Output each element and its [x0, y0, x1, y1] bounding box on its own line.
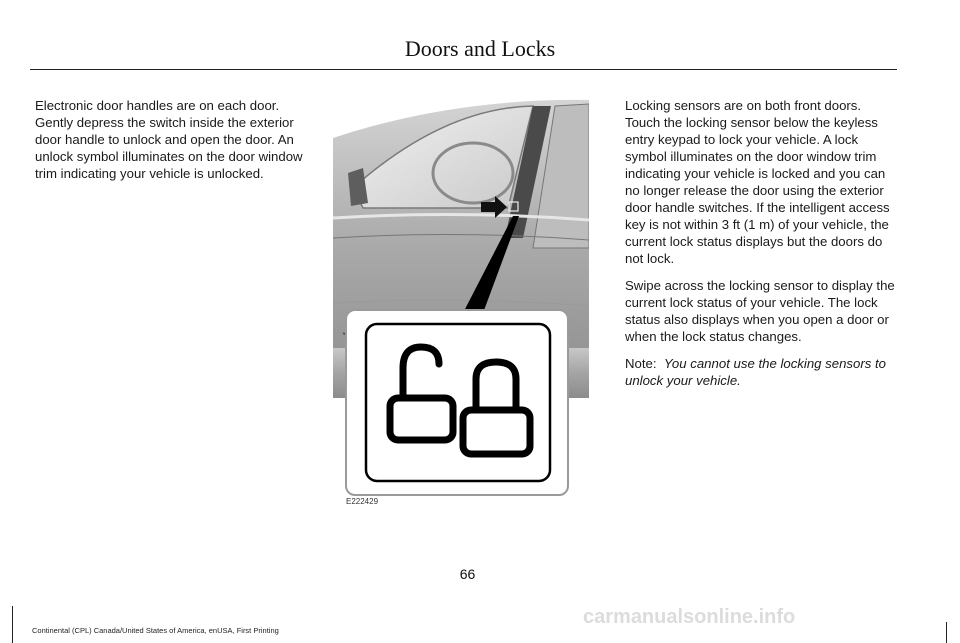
note-text: You cannot use the locking sensors to unlock your vehicle.: [625, 356, 886, 388]
footer-publication: Continental (CPL) Canada/United States of America, enUSA, First Printing: [32, 626, 279, 635]
note-label: Note:: [625, 356, 657, 371]
note: [625, 355, 895, 389]
right-column: [625, 97, 895, 399]
door-lock-figure: [333, 98, 589, 500]
left-column: [35, 97, 307, 192]
left-paragraph: Electronic door handles are on each door. Gently depress the switch inside the exterior door handle to unlock and open the door. An unlock symbol illuminates on the door window trim indicating your vehicle is unlocked.: [35, 98, 303, 181]
watermark-logo: carmanualsonline.info: [583, 606, 796, 628]
crop-mark-left: [12, 606, 13, 643]
right-paragraph-1: Locking sensors are on both front doors. Touch the locking sensor below the keyless entry keypad to lock your vehicle. A lock symbol illuminates on the door window trim indicating your vehicle is locked and you can no longer release the door using the exterior door handle switches. If the intelligent access key is not within 3 ft (1 m) of your vehicle, the current lock status displays but the doors do not lock.: [625, 98, 890, 266]
right-paragraph-2: Swipe across the locking sensor to display the current lock status of your vehicle. The lock status also displays when you open a door or when the lock status changes.: [625, 278, 895, 344]
crop-mark-right: [946, 622, 947, 643]
page-number: 66: [459, 566, 476, 582]
header-divider: [30, 69, 897, 70]
figure-id-label: E222429: [346, 497, 379, 506]
page-title: Doors and Locks: [404, 36, 556, 61]
